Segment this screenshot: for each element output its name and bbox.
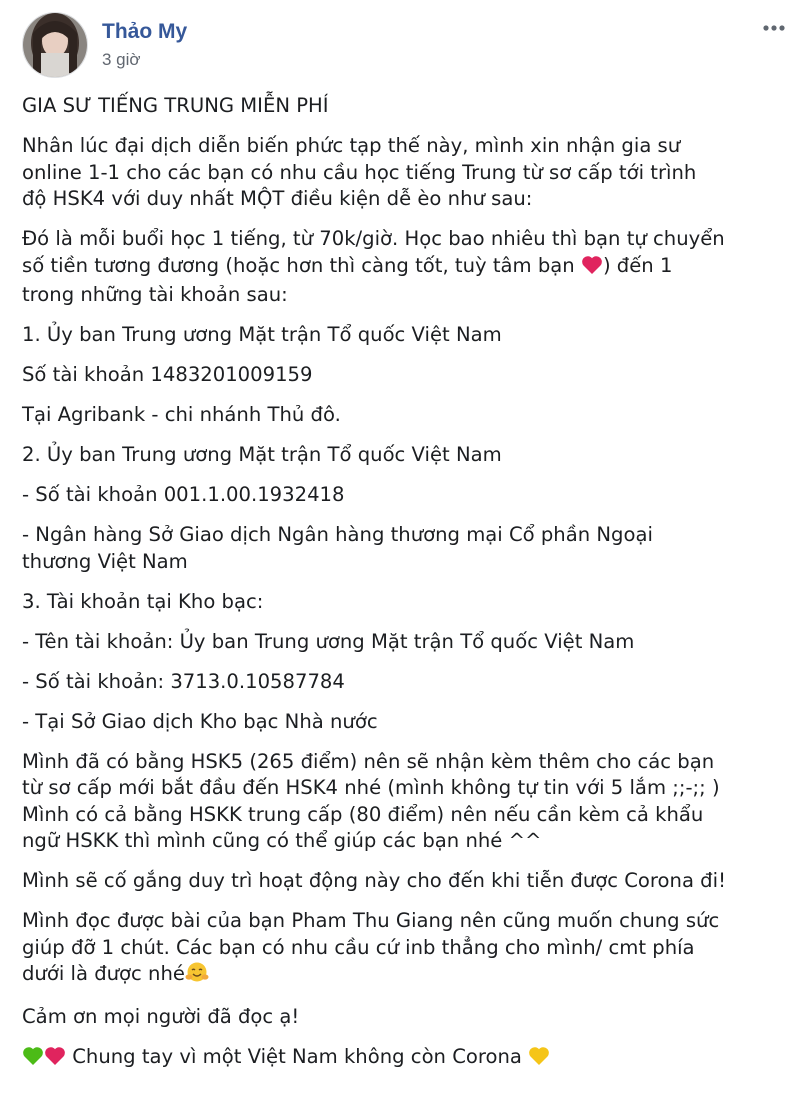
- post-meta: [102, 12, 187, 70]
- hugging-face-emoji: [185, 961, 209, 991]
- motivation-line: [22, 961, 794, 991]
- account1-bank: Tại Agribank - chi nhánh Thủ đô.: [22, 403, 341, 426]
- thanks-text: Cảm ơn mọi người đã đọc ạ!: [22, 1005, 300, 1028]
- account2-heading: 2. Ủy ban Trung ương Mặt trận Tổ quốc Việt Nam: [22, 443, 502, 466]
- condition-line: Đó là mỗi buổi học 1 tiếng, từ 70k/giờ. Học bao nhiêu thì bạn tự chuyển: [22, 227, 725, 250]
- post-body: [22, 93, 794, 1087]
- intro-line: Nhân lúc đại dịch diễn biến phức tạp thế này, mình xin nhận gia sư: [22, 134, 681, 157]
- condition-line: [22, 253, 794, 283]
- qualification-line: Mình đã có bằng HSK5 (265 điểm) nên sẽ nhận kèm thêm cho các bạn: [22, 749, 715, 773]
- motivation-text: dưới là được nhé: [22, 962, 185, 985]
- condition-text: số tiền tương đương (hoặc hơn thì càng tốt, tuỳ tâm bạn: [22, 253, 581, 277]
- account2-bank-line: - Ngân hàng Sở Giao dịch Ngân hàng thương mại Cổ phần Ngoại: [22, 523, 653, 546]
- yellow-heart-emoji: [528, 1046, 550, 1074]
- account1-heading: 1. Ủy ban Trung ương Mặt trận Tổ quốc Việt Nam: [22, 323, 502, 346]
- avatar[interactable]: [22, 12, 88, 78]
- intro-paragraph: [22, 133, 794, 213]
- condition-text: ) đến 1: [602, 253, 673, 277]
- closing-line: [22, 1044, 794, 1074]
- account2-bank-line: thương Việt Nam: [22, 549, 188, 573]
- qualifications-paragraph: [22, 749, 794, 855]
- intro-line: độ HSK4 với duy nhất MỘT điều kiện dễ èo như sau:: [22, 187, 533, 210]
- more-options-button[interactable]: [760, 16, 788, 36]
- post-header: [22, 12, 187, 78]
- account3-number: - Số tài khoản: 3713.0.10587784: [22, 669, 345, 693]
- post-timestamp[interactable]: 3 giờ: [102, 50, 141, 69]
- motivation-line: Mình đọc được bài của bạn Pham Thu Giang nên cũng muốn chung sức: [22, 909, 720, 932]
- more-dots-icon: [762, 17, 786, 36]
- red-heart-emoji: [44, 1046, 66, 1074]
- author-name[interactable]: Thảo My: [102, 20, 188, 43]
- account2-number: - Số tài khoản 001.1.00.1932418: [22, 483, 345, 506]
- account2-bank: [22, 522, 794, 575]
- commitment-text: Mình sẽ cố gắng duy trì hoạt động này cho đến khi tiễn được Corona đi!: [22, 869, 726, 892]
- qualification-line: ngữ HSKK thì mình cũng có thể giúp các bạn nhé ^^: [22, 829, 542, 852]
- account3-name: - Tên tài khoản: Ủy ban Trung ương Mặt trận Tổ quốc Việt Nam: [22, 629, 635, 653]
- intro-line: online 1-1 cho các bạn có nhu cầu học tiếng Trung từ sơ cấp tới trình: [22, 160, 697, 184]
- qualification-line: từ sơ cấp mới bắt đầu đến HSK4 nhé (mình không tự tin với 5 lắm ;;-;; ): [22, 776, 720, 799]
- account1-number: Số tài khoản 1483201009159: [22, 363, 313, 386]
- motivation-line: giúp đỡ 1 chút. Các bạn có nhu cầu cứ inb thẳng cho mình/ cmt phía: [22, 935, 695, 959]
- post-title: GIA SƯ TIẾNG TRUNG MIỄN PHÍ: [22, 94, 329, 117]
- motivation-paragraph: [22, 908, 794, 991]
- account3-place: - Tại Sở Giao dịch Kho bạc Nhà nước: [22, 709, 378, 733]
- account3-heading: 3. Tài khoản tại Kho bạc:: [22, 589, 264, 613]
- red-heart-emoji: [581, 255, 603, 283]
- green-heart-emoji: [22, 1046, 44, 1074]
- condition-paragraph: [22, 226, 794, 309]
- closing-text: Chung tay vì một Việt Nam không còn Corona: [72, 1045, 522, 1068]
- qualification-line: Mình có cả bằng HSKK trung cấp (80 điểm) nên nếu cần kèm cả khẩu: [22, 802, 704, 826]
- condition-line: trong những tài khoản sau:: [22, 283, 288, 306]
